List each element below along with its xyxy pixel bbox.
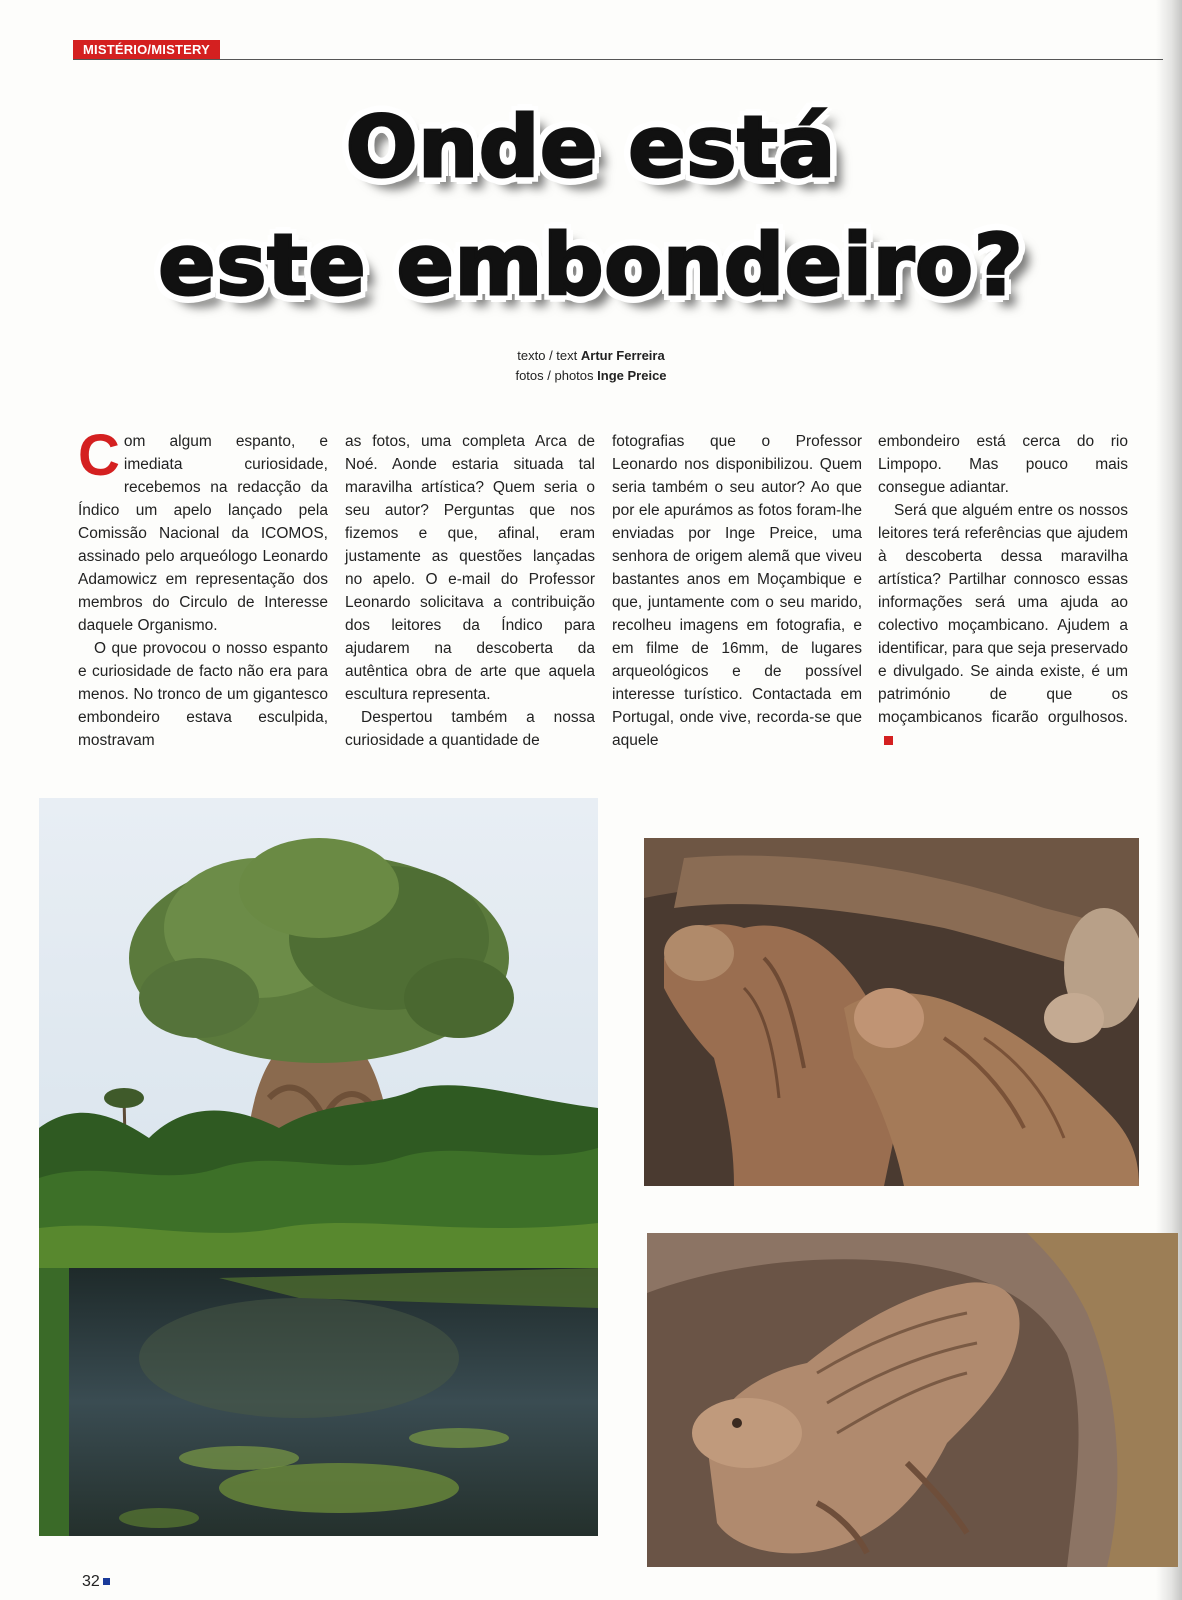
paragraph-text: om algum espanto, e imediata curiosidade, recebemos na redacção da Índico um apelo lançado pela Comissão Nacional da ICOMOS, assinado pelo arqueólogo Leonardo Adamowicz em representação dos membros do Circulo de Interesse daquele Organismo. [78, 433, 328, 634]
article-column-1 [78, 423, 328, 752]
page-number-text: 32 [82, 1573, 100, 1590]
photo-credit-label: fotos / photos [515, 368, 594, 383]
paragraph-text: Será que alguém entre os nossos leitores terá referências que ajudem à descoberta dessa maravilha artística? Partilhar connosco essas informações será uma ajuda ao colectivo moçambicano. Ajudem a identificar, para que seja preservado e divulgado. Se ainda existe, é um património de que os moçambicanos ficarão orgulhosos. [878, 502, 1128, 726]
page-number [82, 1573, 110, 1591]
photo-carved-lions [644, 838, 1139, 1186]
article-column-2 [345, 430, 595, 752]
article-paragraph: O que provocou o nosso espanto e curiosidade de facto não era para menos. No tronco de um gigantesco embondeiro estava esculpida, mostravam [78, 640, 328, 749]
article-paragraph [878, 499, 1128, 752]
article-paragraph: as fotos, uma completa Arca de Noé. Aonde estaria situada tal maravilha artística? Quem seria o seu autor? Perguntas que nos fizemos e que, afinal, eram justamente as questões lançadas no apelo. O e-mail do Professor Leonardo solicitava a contribuição dos leitores da Índico para ajudarem na descoberta da autêntica obra de arte que aquela escultura representa. [345, 433, 595, 703]
section-tag: MISTÉRIO/MISTERY [73, 40, 220, 60]
text-credit [0, 346, 1182, 366]
article-column-3 [612, 430, 862, 752]
article-paragraph [78, 423, 328, 637]
headline-line-1: Onde está [345, 98, 837, 196]
headline-line-2: este embondeiro? [158, 216, 1024, 314]
photo-carved-lizard [647, 1233, 1178, 1567]
photo-baobab-tree [39, 798, 598, 1536]
headline [0, 88, 1182, 324]
text-credit-author: Artur Ferreira [580, 348, 665, 363]
credits [0, 346, 1182, 386]
end-of-article-mark [884, 736, 893, 745]
article-paragraph: embondeiro está cerca do rio Limpopo. Mas pouco mais consegue adiantar. [878, 433, 1128, 496]
photo-credit [0, 366, 1182, 386]
article-paragraph: Despertou também a nossa curiosidade a quantidade de [345, 709, 595, 749]
page-number-mark [103, 1578, 110, 1585]
section-rule [73, 59, 1163, 60]
article-paragraph: fotografias que o Professor Leonardo nos disponibilizou. Quem seria também o seu autor? Ao que por ele apurámos as fotos foram-lhe enviadas por Inge Preice, uma senhora de origem alemã que viveu bastantes anos em Moçambique e que, juntamente com o seu marido, recolheu imagens em fotografia, e em filme de 16mm, de lugares arqueológicos e de possível interesse turístico. Contactada em Portugal, onde vive, recorda-se que aquele [612, 433, 862, 749]
article-column-4 [878, 430, 1128, 752]
photo-credit-author: Inge Preice [597, 368, 667, 383]
text-credit-label: texto / text [517, 348, 578, 363]
drop-cap: C [78, 423, 120, 488]
